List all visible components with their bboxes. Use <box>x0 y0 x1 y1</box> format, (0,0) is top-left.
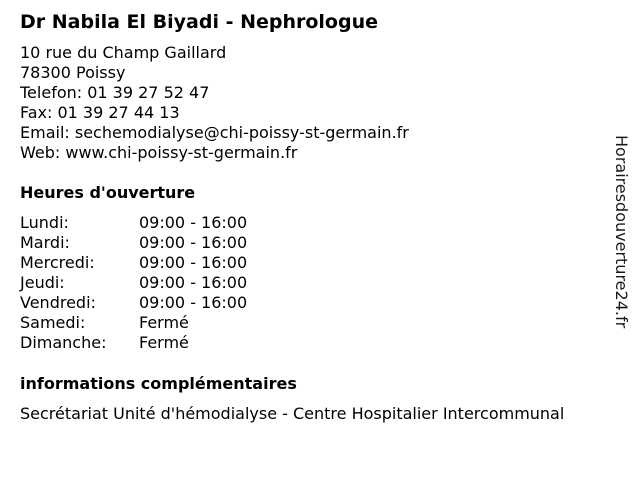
email-address: Email: sechemodialyse@chi-poissy-st-germain.fr <box>20 123 409 142</box>
additional-info-text: Secrétariat Unité d'hémodialyse - Centre Hospitalier Intercommunal <box>20 404 565 423</box>
fax-number: Fax: 01 39 27 44 13 <box>20 103 180 122</box>
hours-value: 09:00 - 16:00 <box>139 233 248 252</box>
phone-number: Telefon: 01 39 27 52 47 <box>20 83 210 102</box>
hours-value: Fermé <box>139 313 189 332</box>
watermark-text: Horairesdouverture24.fr <box>612 135 631 329</box>
hours-row-friday <box>20 293 247 313</box>
contact-block <box>20 43 409 163</box>
hours-row-tuesday <box>20 233 247 253</box>
hours-row-sunday <box>20 333 247 353</box>
website-address: Web: www.chi-poissy-st-germain.fr <box>20 143 298 162</box>
day-label: Mardi: <box>20 233 70 252</box>
day-label: Samedi: <box>20 313 86 332</box>
day-label: Dimanche: <box>20 333 107 352</box>
hours-row-wednesday <box>20 253 247 273</box>
hours-row-saturday <box>20 313 247 333</box>
hours-value: 09:00 - 16:00 <box>139 273 248 292</box>
day-label: Mercredi: <box>20 253 95 272</box>
address-street: 10 rue du Champ Gaillard <box>20 43 227 62</box>
hours-row-monday <box>20 213 247 233</box>
opening-hours-table <box>20 213 247 353</box>
day-label: Lundi: <box>20 213 69 232</box>
additional-info-heading: informations complémentaires <box>20 374 297 393</box>
opening-hours-heading: Heures d'ouverture <box>20 183 196 202</box>
site-watermark <box>611 135 635 435</box>
hours-value: 09:00 - 16:00 <box>139 293 248 312</box>
hours-row-thursday <box>20 273 247 293</box>
hours-value: 09:00 - 16:00 <box>139 253 248 272</box>
page-title: Dr Nabila El Biyadi - Nephrologue <box>20 11 378 33</box>
day-label: Jeudi: <box>20 273 65 292</box>
hours-value: 09:00 - 16:00 <box>139 213 248 232</box>
day-label: Vendredi: <box>20 293 96 312</box>
hours-value: Fermé <box>139 333 189 352</box>
address-city: 78300 Poissy <box>20 63 126 82</box>
